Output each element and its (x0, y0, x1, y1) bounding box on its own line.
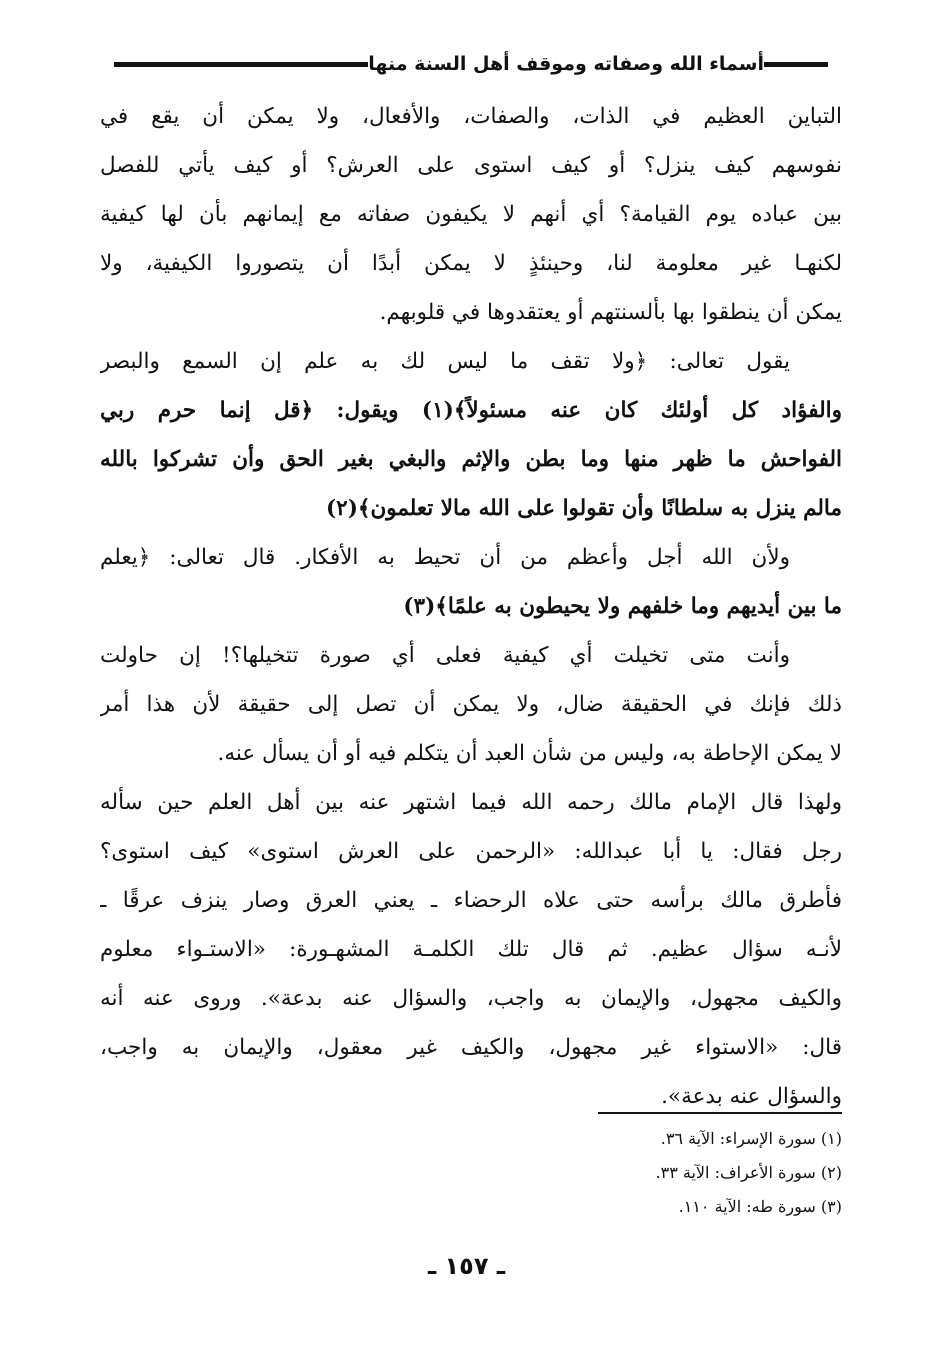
text-line: لأنـه سؤال عظيم. ثم قال تلك الكلمـة المشهـورة: «الاستـواء معلوم (100, 937, 842, 962)
running-header (100, 44, 842, 84)
footnote: (٣) سورة طه: الآية ١١٠. (678, 1197, 842, 1216)
text-line: التباين العظيم في الذات، والصفات، والأفعال، ولا يمكن أن يقع في (100, 104, 842, 129)
text-line: مالم ينزل به سلطانًا وأن تقولوا على الله مالا تعلمون﴾(٢) (325, 496, 842, 521)
text-line: والكيف مجهول، والإيمان به واجب، والسؤال عنه بدعة». وروى عنه أنه (100, 986, 842, 1011)
text-line: وأنت متى تخيلت أي كيفية فعلى أي صورة تتخيلها؟! إن حاولت (100, 643, 790, 668)
text-line: ذلك فإنك في الحقيقة ضال، ولا يمكن أن تصل إلى حقيقة لأن هذا أمر (100, 692, 842, 717)
text-line: يمكن أن ينطقوا بها بألسنتهم أو يعتقدوها في قلوبهم. (379, 300, 842, 325)
text-line: لا يمكن الإحاطة به، وليس من شأن العبد أن يتكلم فيه أو أن يسأل عنه. (217, 741, 842, 766)
text-line: ولهذا قال الإمام مالك رحمه الله فيما اشتهر عنه بين أهل العلم حين سأله (100, 790, 842, 815)
text-line: نفوسهم كيف ينزل؟ أو كيف استوى على العرش؟ أو كيف يأتي للفصل (100, 153, 842, 178)
text-line: بين عباده يوم القيامة؟ أي أنهم لا يكيفون صفاته مع إيمانهم بأن لها كيفية (100, 202, 842, 227)
text-line: يقول تعالى: ﴿ولا تقف ما ليس لك به علم إن السمع والبصر (100, 349, 790, 374)
text-line: الفواحش ما ظهر منها وما بطن والإثم والبغي بغير الحق وأن تشركوا بالله (100, 447, 842, 472)
footnotes (400, 1122, 842, 1224)
text-line: والفؤاد كل أولئك كان عنه مسئولاً﴾(١) ويقول: ﴿قل إنما حرم ربي (100, 398, 842, 423)
text-line: لكنهـا غير معلومة لنا، وحينئذٍ لا يمكن أبدًا أن يتصوروا الكيفية، ولا (100, 251, 842, 276)
header-rule-right (764, 62, 828, 67)
text-line: رجل فقال: يا أبا عبدالله: «الرحمن على العرش استوى» كيف استوى؟ (100, 839, 842, 864)
text-line: ولأن الله أجل وأعظم من أن تحيط به الأفكار. قال تعالى: ﴿يعلم (100, 545, 790, 570)
text-line: والسؤال عنه بدعة». (661, 1084, 842, 1109)
running-title: أسماء الله وصفاته وموقف أهل السنة منها (368, 53, 764, 75)
footnote: (٢) سورة الأعراف: الآية ٣٣. (655, 1163, 842, 1182)
header-rule-left (114, 62, 368, 67)
text-line: ما بين أيديهم وما خلفهم ولا يحيطون به علمًا﴾(٣) (403, 594, 842, 619)
text-line: قال: «الاستواء غير مجهول، والكيف غير معقول، والإيمان به واجب، (100, 1035, 842, 1060)
footnote: (١) سورة الإسراء: الآية ٣٦. (660, 1129, 842, 1148)
body-text (100, 92, 842, 1121)
page-number: ـ ١٥٧ ـ (427, 1252, 506, 1280)
footnote-separator (598, 1112, 842, 1114)
text-line: فأطرق مالك برأسه حتى علاه الرحضاء ـ يعني العرق وصار ينزف عرقًا ـ (100, 888, 842, 913)
